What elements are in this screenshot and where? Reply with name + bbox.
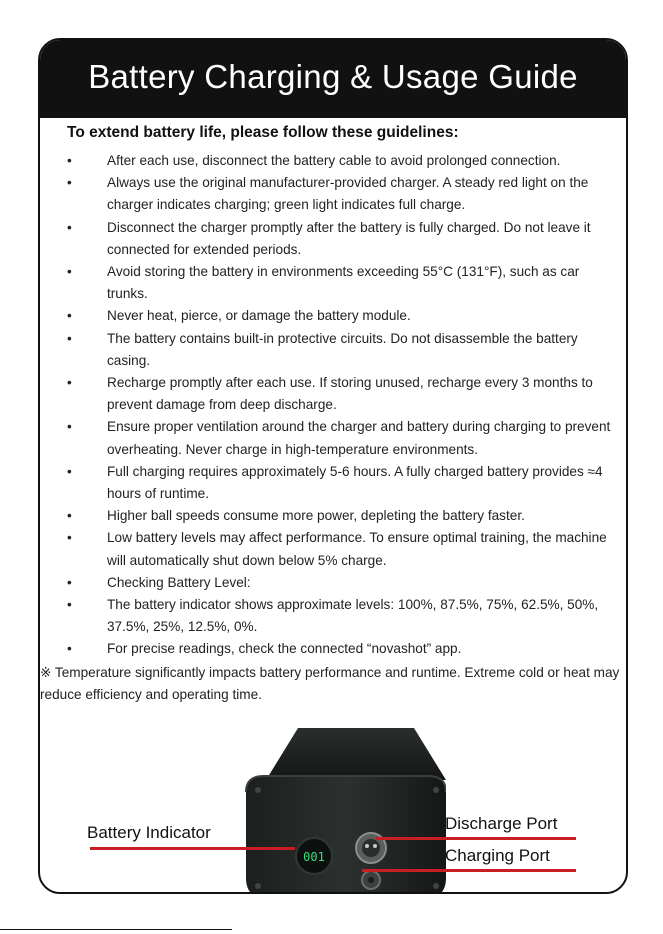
battery-body xyxy=(246,776,446,894)
bullet: • xyxy=(67,175,72,191)
bullet: • xyxy=(67,308,72,324)
list-item: • Always use the original manufacturer-provided charger. A steady red light on the charger indicates charging; green light indicates full charge. xyxy=(67,172,623,216)
bullet: • xyxy=(67,597,72,613)
title-banner xyxy=(40,40,626,118)
bullet: • xyxy=(67,574,72,590)
list-item: • Checking Battery Level: xyxy=(67,572,623,594)
discharge-port-callout-line xyxy=(376,837,576,840)
bullet: • xyxy=(67,330,72,346)
list-item: • Ensure proper ventilation around the charger and battery during charging to prevent overheating. Never charge in high-temperature environments. xyxy=(67,416,623,460)
list-item: • Avoid storing the battery in environments exceeding 55°C (131°F), such as car trunks. xyxy=(67,261,623,305)
discharge-port-label: Discharge Port xyxy=(445,814,558,833)
bullet: • xyxy=(67,508,72,524)
battery-indicator-label: Battery Indicator xyxy=(87,823,211,842)
battery-indicator-callout-line xyxy=(90,847,295,850)
list-item: • Full charging requires approximately 5-6 hours. A fully charged battery provides ≈4 hours of runtime. xyxy=(67,461,623,505)
charging-port-label: Charging Port xyxy=(445,846,550,865)
list-item: • For precise readings, check the connected “novashot” app. xyxy=(67,638,623,660)
bullet: • xyxy=(67,219,72,235)
battery-indicator-display xyxy=(296,838,332,874)
footer-divider xyxy=(0,929,232,930)
list-item: • Disconnect the charger promptly after the battery is fully charged. Do not leave it connected for extended periods. xyxy=(67,217,623,261)
intro-heading: To extend battery life, please follow these guidelines: xyxy=(67,124,459,141)
guide-card xyxy=(38,38,628,894)
page-title: Battery Charging & Usage Guide xyxy=(88,58,578,95)
bullet: • xyxy=(67,153,72,168)
bullet: • xyxy=(67,530,72,546)
list-item: • Recharge promptly after each use. If storing unused, recharge every 3 months to prevent damage from deep discharge. xyxy=(67,372,623,416)
list-item: • Never heat, pierce, or damage the battery module. xyxy=(67,305,623,327)
bullet: • xyxy=(67,264,72,280)
battery-lid xyxy=(266,728,446,780)
bullet: • xyxy=(67,641,72,657)
guidelines-list xyxy=(67,150,623,661)
bullet: • xyxy=(67,419,72,435)
display-reading: 001 xyxy=(303,850,325,864)
list-item: • Higher ball speeds consume more power, depleting the battery faster. xyxy=(67,505,623,527)
bullet: • xyxy=(67,463,72,479)
list-item: • After each use, disconnect the battery cable to avoid prolonged connection. xyxy=(67,150,623,172)
list-item: • The battery contains built-in protective circuits. Do not disassemble the battery casing. xyxy=(67,328,623,372)
bullet: • xyxy=(67,375,72,391)
list-item: • The battery indicator shows approximate levels: 100%, 87.5%, 75%, 62.5%, 50%, 37.5%, 25%, 12.5%, 0%. xyxy=(67,594,623,638)
temperature-note: ※ Temperature significantly impacts battery performance and runtime. Extreme cold or heat may reduce efficiency and operating time. xyxy=(40,665,620,703)
charging-port-callout-line xyxy=(362,869,576,872)
charging-port-icon xyxy=(362,871,380,889)
list-item: • Low battery levels may affect performance. To ensure optimal training, the machine will automatically shut down below 5% charge. xyxy=(67,527,623,571)
